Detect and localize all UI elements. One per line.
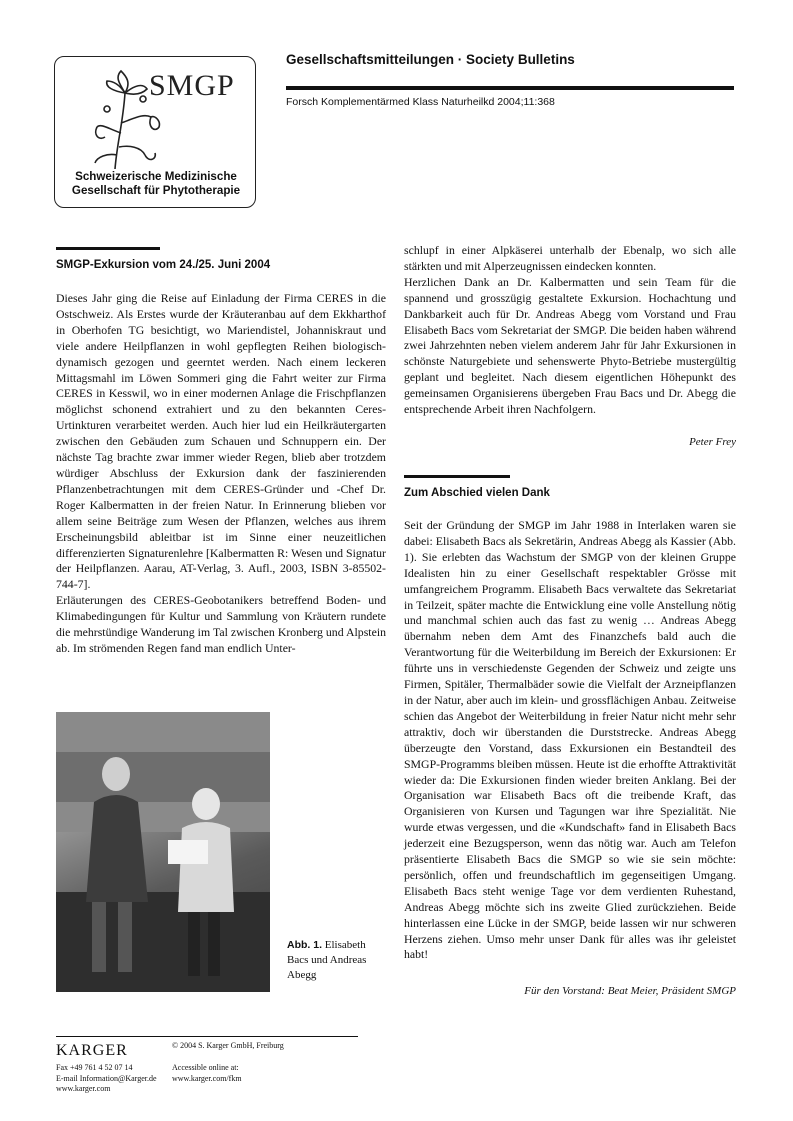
figure-caption-text: Elisabeth Bacs und Andreas Abegg (287, 939, 367, 981)
journal-citation: Forsch Komplementärmed Klass Naturheilkd 2004;11:368 (286, 96, 555, 108)
article1-rule (56, 247, 160, 250)
photo-elisabeth-bacs-andreas-abegg (56, 712, 270, 992)
article2-rule (404, 475, 510, 478)
email-address[interactable]: E-mail Information@Karger.de (56, 1073, 157, 1083)
figure-caption (287, 938, 379, 983)
copyright-notice: © 2004 S. Karger GmbH, Freiburg (172, 1041, 284, 1050)
publisher-logo: KARGER (56, 1042, 128, 1059)
article1-title: SMGP-Exkursion vom 24./25. Juni 2004 (56, 259, 271, 271)
logo-subtitle-line1: Schweizerische Medizinische (75, 170, 237, 183)
online-access (172, 1063, 242, 1084)
article1-paragraph: schlupf in einer Alpkäserei unterhalb der Ebenalp, wo sich alle stärkten und mit Alperzeugnissen eindecken konnten. (404, 243, 736, 273)
article1-paragraph: Dieses Jahr ging die Reise auf Einladung der Firma CERES in die Ostschweiz. Als Erstes wurde der Kräuteranbau auf dem Ekkharthof in Oberhofen TG besichtigt, wo Mariendistel, Johanniskraut und viele andere Heilpflanzen in wohl gepflegten Reihen biologisch-dynamisch gezogen und geerntet werden. Nach einem leckeren Mittagsmahl im Löwen Sommeri ging die Fahrt weiter zur Firma CERES in Kesswil, wo in einer modernen Anlage die Frischpflanzen möglichst schonend extrahiert und zu den bekannten Ceres-Urtinkturen verarbeitet werden. Auch hier lud ein Heilkräutergarten zwischen den Gebäuden zum Schauen und Schnuppern ein. Der nächste Tag brachte zwar immer wieder Regen, blieb aber trotzdem würdiger Abschluss der Exkursion dank der faszinierenden Pflanzenbetrachtungen mit dem CERES-Gründer und -Chef Dr. Roger Kalbermatten in der freien Natur. In Erinnerung blieben vor allem seine Beiträge zum Wesen der Pflanzen, welches aus ihrem Erscheinungsbild ableitbar ist im Sinne einer neuzeitlichen differenzierten Signaturenlehre [Kalbermatten R: Wesen und Signatur der Heilpflanzen. Aarau, AT-Verlag, 3. Aufl., 2003, ISBN 3-85502-744-7]. (56, 291, 386, 592)
smgp-logo (54, 56, 256, 208)
website-link[interactable]: www.karger.com (56, 1084, 111, 1093)
logo-name: SMGP (149, 69, 235, 102)
article1-signature: Peter Frey (689, 436, 736, 448)
publisher-contact (56, 1063, 157, 1095)
article1-column2 (404, 243, 736, 418)
article2-paragraph: Seit der Gründung der SMGP im Jahr 1988 in Interlaken waren sie dabei: Elisabeth Bacs als Sekretärin, Andreas Abegg als Kassier (Abb. 1). Sie erlebten das Wachstum der SMGP von der kleinen Gruppe Idealisten hin zu einer Gesellschaft respektabler Grösse mit umfangreichem Programm. Elisabeth Bacs verwaltete das Sekretariat in Teilzeit, später machte die Entwicklung eine volle Anstellung nötig und manchmal schien auch das fast zu wenig … Andreas Abegg übernahm neben dem Amt des Finanzchefs bald auch die Verantwortung für die Weiterbildung im Bereich der Exkursionen: Er führte uns in verschiedenste Gegenden der Schweiz und zeigte uns Firmen, Spitäler, Thermalbäder sowie die Vielfalt der Arzneipflanzen in der Natur, aber auch im klein- und grossflächigen Anbau. Zeitweise schien das Angebot der Weiterbildung in freier Natur nicht mehr sehr attraktiv, doch wir überstanden die Durststrecke. Andreas Abegg überzeugte den Vorstand, dass Exkursionen ein Bestandteil des SMGP-Programms bleiben müssen. Heute ist die erhoffte Attraktivität wieder da: Die Exkursionen finden wieder breiten Anklang. Bei der Organisation war Elisabeth Bacs oft die treibende Kraft, das Organisieren von Kursen und Tagungen war ihre Spezialität. Nie wurde etwas vergessen, und die «Kundschaft» fand in Elisabeth Bacs jederzeit eine Bezugsperson, wenn das nötig war. Auch am Telefon präsentierte Elisabeth Bacs die SMGP so wie sie sein möchte: persönlich, offen und freundschaftlich im gegenseitigen Umgang. Elisabeth Bacs steht wenige Tage vor dem verdienten Ruhestand, Andreas Abegg möchte sich ins zweite Glied zurückziehen. Beide hinterlassen eine Lücke in der SMGP, beide lassen wir nur schweren Herzens ziehen. Umso mehr unser Dank für alles was ihr geleistet habt! (404, 518, 737, 962)
logo-subtitle-line2: Gesellschaft für Phytotherapie (71, 184, 241, 197)
logo-subtitle (61, 170, 251, 198)
article1-paragraph: Herzlichen Dank an Dr. Kalbermatten und sein Team für die spannend und grosszügig gestaltete Exkursion. Hochachtung und Dankbarkeit auch für Dr. Andreas Abegg vom Vorstand und Frau Elisabeth Bacs vom Sekretariat der SMGP. Die beiden haben während zwei Jahrzehnten neben vielem anderem Jahr für Jahr Exkursionen in schönste Naturgebiete und sehenswerte Phyto-Betriebe mustergültig geplant und begleitet. Nach diesem eigentlichen Höhepunkt des gemeinsamen Organisierens übergeben Frau Bacs und Dr. Abegg die entsprechende Arbeit ihren Nachfolgern. (404, 274, 736, 417)
article2-title: Zum Abschied vielen Dank (404, 487, 550, 499)
header-divider (286, 86, 734, 90)
article1-paragraph: Erläuterungen des CERES-Geobotanikers betreffend Boden- und Klimabedingungen für Kultur und Sammlung von Kräutern rundete die mehrstündige Wanderung im Tal zwischen Kronberg und Alpstein ab. Im strömenden Regen fand man endlich Unter- (56, 593, 386, 655)
article2-body (404, 518, 736, 963)
photo-placeholder-icon (56, 712, 270, 992)
footer-divider (56, 1036, 358, 1037)
article1-column1 (56, 291, 386, 657)
article2-signature: Für den Vorstand: Beat Meier, Präsident SMGP (524, 985, 736, 997)
online-label: Accessible online at: (172, 1063, 239, 1072)
online-url-link[interactable]: www.karger.com/fkm (172, 1073, 242, 1083)
section-title: Gesellschaftsmitteilungen · Society Bulletins (286, 52, 575, 67)
fax-number: Fax +49 761 4 52 07 14 (56, 1063, 133, 1072)
figure-label: Abb. 1. (287, 939, 323, 951)
